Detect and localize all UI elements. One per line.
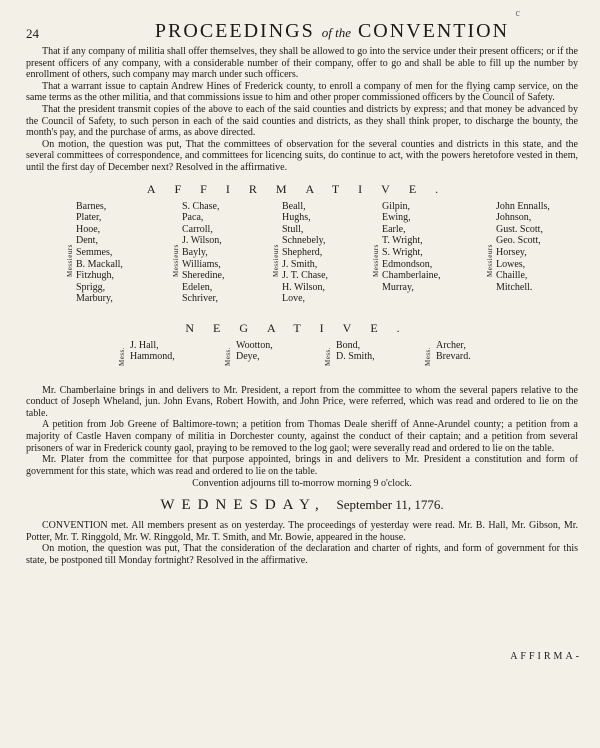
paragraph: That the president transmit copies of the above to each of the said counties and districts by express; and that money be advanced by the Council of Safety, to such person in each of the said counties and districts, as they shall think proper, to discharge the bounty, the month's pay, and the purchase of arms, as above directed. xyxy=(26,103,578,139)
weekday: WEDNESDAY, xyxy=(160,497,326,514)
reports-block xyxy=(26,385,578,490)
member-name: Schriver, xyxy=(182,293,218,305)
member-name: Gust. Scott, xyxy=(496,223,543,235)
member-name: Ewing, xyxy=(382,212,411,224)
member-name: D. Smith, xyxy=(336,351,375,363)
member-name: Chamberlaine, xyxy=(382,270,441,282)
paragraph: On motion, the question was put, That the consideration of the declaration and charter of rights, and form of government for this state, be postponed till Monday fortnight? Resolved in the affirmative. xyxy=(26,543,578,567)
page-header xyxy=(26,8,578,42)
messieurs-label: Messieurs xyxy=(486,243,494,277)
negative-column-1 xyxy=(130,340,175,363)
member-name: Geo. Scott, xyxy=(496,235,541,247)
affirmative-column-5 xyxy=(496,201,550,294)
member-name: Mitchell. xyxy=(496,281,533,293)
member-name: Edmondson, xyxy=(382,258,433,270)
messieurs-label: Mess. xyxy=(118,346,126,366)
running-title xyxy=(86,20,578,43)
member-name: J. Smith, xyxy=(282,258,318,270)
paragraph: Mr. Chamberlaine brings in and delivers to Mr. President, a report from the committee to whom the several papers relative to the conduct of Joseph Wheland, jun. John Evans, Robert Howith, and John Price, were referred, which was read and ordered to lie on the table. xyxy=(26,384,578,419)
messieurs-label: Mess. xyxy=(424,346,432,366)
member-name: Hughs, xyxy=(282,212,311,224)
member-name: Earle, xyxy=(382,223,406,235)
member-name: Beall, xyxy=(282,200,306,212)
paragraph: On motion, the question was put, That the committees of observation for the several counties and districts in this state, and the several committees of correspondence, and committees for licencing suits, do continue to act, with the powers heretofore vested in them, until the first day of December next? Resolved in the affirmative. xyxy=(26,138,578,173)
member-name: Carroll, xyxy=(182,223,213,235)
member-name: Johnson, xyxy=(496,212,532,224)
negative-column-4 xyxy=(436,340,471,363)
messieurs-label: Messieurs xyxy=(172,243,180,277)
messieurs-label: Messieurs xyxy=(272,243,280,277)
member-name: J. Wilson, xyxy=(182,235,222,247)
negative-column-3 xyxy=(336,340,375,363)
paragraph: CONVENTION met. All members present as on yesterday. The proceedings of yesterday were read. Mr. B. Hall, Mr. Gibson, Mr. Potter, Mr. T. Ringgold, Mr. W. Ringgold, Mr. T. Smith, and Mr. Bowie, appeared in the house. xyxy=(26,520,578,543)
paragraph: That if any company of militia shall offer themselves, they shall be allowed to go into the service under their present officers; or if the present officers of any company, with a considerable number of their company, offer to go and shall be able to fill up the number by enrollment of others, such company may march under such officers. xyxy=(26,46,578,81)
affirmative-heading: AFFIRMATIVE. xyxy=(146,181,458,196)
negative-vote-list xyxy=(26,340,578,380)
member-name: Murray, xyxy=(382,281,414,293)
member-name: Plater, xyxy=(76,212,102,224)
member-name: Wootton, xyxy=(236,339,273,351)
adjourn-line: Convention adjourns till to-morrow morning 9 o'clock. xyxy=(192,478,412,490)
paragraph: That a warrant issue to captain Andrew Hines of Frederick county, to enroll a company of men for the flying camp service, on the same terms as the other militia, and that commissions issue to him and other proper commissioned officers by the Council of Safety. xyxy=(26,80,578,104)
member-name: Brevard. xyxy=(436,351,471,363)
catchword: AFFIRMA- xyxy=(510,651,582,662)
member-name: Schnebely, xyxy=(282,235,326,247)
member-name: Archer, xyxy=(436,339,466,351)
negative-heading: NEGATIVE. xyxy=(185,320,419,335)
member-name: T. Wright, xyxy=(382,235,423,247)
day-proceedings-block xyxy=(26,520,578,566)
messieurs-label: Messieurs xyxy=(66,243,74,277)
member-name: Stull, xyxy=(282,223,304,235)
resolutions-block xyxy=(26,46,578,174)
paragraph: Mr. Plater from the committee for that purpose appointed, brings in and delivers to Mr. President a constitution and form of government for this state, which was read and ordered to lie on the table. xyxy=(26,454,578,477)
affirmative-column-1 xyxy=(76,201,123,305)
member-name: Lowes, xyxy=(496,258,526,270)
day-heading xyxy=(26,497,578,514)
member-name: Marbury, xyxy=(76,293,113,305)
title-proceedings: PROCEEDINGS xyxy=(154,20,315,42)
affirmative-column-3 xyxy=(282,201,328,305)
paragraph: A petition from Job Greene of Baltimore-town; a petition from Thomas Deale sheriff of Anne-Arundel county; a petition from a majority of Castle Haven company of militia in Dorchester county, against the conduct of their captain; and a petition from several prisoners of war in Frederick county gaol, praying to be removed to the log gaol; were severally read and ordered to lie on the table. xyxy=(26,419,578,454)
member-name: B. Mackall, xyxy=(76,258,123,270)
affirmative-column-2 xyxy=(182,201,225,305)
title-convention: CONVENTION xyxy=(357,20,510,42)
member-name: Chaille, xyxy=(496,270,528,282)
member-name: Sheredine, xyxy=(182,270,225,282)
member-name: John Ennalls, xyxy=(496,200,550,212)
member-name: Fitzhugh, xyxy=(76,270,115,282)
page-number: 24 xyxy=(26,26,39,41)
affirmative-column-4 xyxy=(382,201,441,294)
member-name: S. Wright, xyxy=(382,246,423,258)
member-name: Semmes, xyxy=(76,246,113,258)
member-name: Love, xyxy=(282,293,306,305)
member-name: J. T. Chase, xyxy=(282,270,329,282)
member-name: Bond, xyxy=(336,339,361,351)
member-name: Barnes, xyxy=(76,200,107,212)
member-name: Williams, xyxy=(182,258,221,270)
member-name: Shepherd, xyxy=(282,246,323,258)
affirmative-vote-list xyxy=(26,201,578,319)
title-of-the: of the xyxy=(321,25,351,40)
member-name: Hooe, xyxy=(76,223,101,235)
negative-column-2 xyxy=(236,340,273,363)
messieurs-label: Mess. xyxy=(224,346,232,366)
member-name: S. Chase, xyxy=(182,200,220,212)
member-name: Horsey, xyxy=(496,246,527,258)
member-name: Deye, xyxy=(236,351,260,363)
member-name: Sprigg, xyxy=(76,281,106,293)
member-name: Gilpin, xyxy=(382,200,411,212)
messieurs-label: Mess. xyxy=(324,346,332,366)
member-name: Paca, xyxy=(182,212,204,224)
member-name: Dent, xyxy=(76,235,98,247)
member-name: Bayly, xyxy=(182,246,208,258)
member-name: H. Wilson, xyxy=(282,281,326,293)
messieurs-label: Messieurs xyxy=(372,243,380,277)
member-name: J. Hall, xyxy=(130,339,159,351)
date: September 11, 1776. xyxy=(336,497,444,513)
member-name: Edelen, xyxy=(182,281,213,293)
handwritten-mark: c xyxy=(515,8,520,19)
member-name: Hammond, xyxy=(130,351,175,363)
